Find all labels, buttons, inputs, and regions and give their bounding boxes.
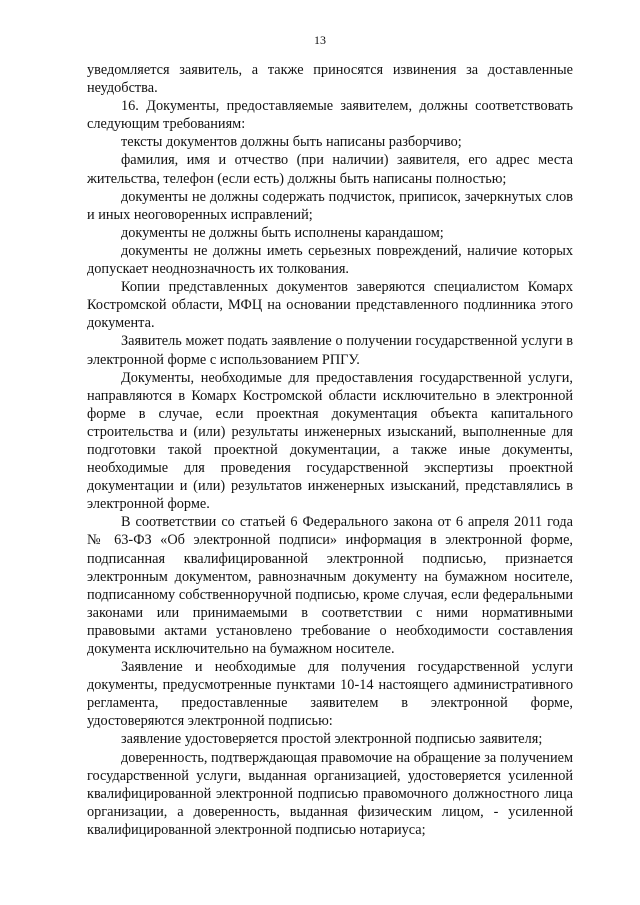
requirement-no-damage: документы не должны иметь серьезных повреждений, наличие которых допускает неоднозначность их толкования.	[87, 242, 573, 278]
paragraph-item-16: 16. Документы, предоставляемые заявителем, должны соответствовать следующим требованиям:	[87, 98, 573, 133]
requirement-legible-text: тексты документов должны быть написаны разборчиво;	[121, 134, 462, 151]
paragraph-signature-requirements: Заявление и необходимые для получения государственной услуги документы, предусмотренные пунктами 10-14 настоящего административного регламента, предоставленные заявителем в электронной форме, удостоверяются электронной подписью:	[87, 659, 573, 730]
requirement-no-erasures: документы не должны содержать подчисток, приписок, зачеркнутых слов и иных неоговоренных исправлений;	[87, 188, 573, 223]
signature-rule-power-of-attorney: доверенность, подтверждающая правомочие на обращение за получением государственной услуги, выданная организацией, удостоверяется усиленной квалифицированной электронной подписью правомочного должностного лица организации, а доверенность, выданная физическим лицом, - усиленной квалифицированной электронной подписью нотариуса;	[87, 749, 573, 838]
requirement-full-name: фамилия, имя и отчество (при наличии) заявителя, его адрес места жительства, телефон (если есть) должны быть написаны полностью;	[87, 152, 573, 187]
paragraph-continuation: уведомляется заявитель, а также приносятся извинения за доставленные неудобства.	[87, 62, 573, 97]
requirement-no-pencil: документы не должны быть исполнены карандашом;	[121, 224, 444, 241]
page-number: 13	[314, 33, 326, 47]
paragraph-electronic-application: Заявитель может подать заявление о получении государственной услуги в электронной форме с использованием РПГУ.	[87, 333, 573, 368]
document-body	[87, 61, 573, 839]
paragraph-electronic-signature-law: В соответствии со статьей 6 Федерального закона от 6 апреля 2011 года № 63-ФЗ «Об электронной подписи» информация в электронной форме, подписанная квалифицированной электронной подписью, признается электронным документом, равнозначным документу на бумажном носителе, подписанному собственноручной подписью, кроме случая, если федеральными законами или принимаемыми в соответствии с ними нормативными правовыми актами установлено требование о необходимости составления документа исключительно на бумажном носителе.	[87, 514, 573, 657]
signature-rule-application: заявление удостоверяется простой электронной подписью заявителя;	[121, 731, 543, 748]
paragraph-electronic-documents: Документы, необходимые для предоставления государственной услуги, направляются в Комарх Костромской области исключительно в электронной форме в случае, если проектная документация объекта капитального строительства и (или) результаты инженерных изысканий, выполненные для подготовки такой проектной документации, а также иные документы, необходимые для проведения государственной экспертизы проектной документации и (или) результатов инженерных изысканий, представлялись в электронной форме.	[87, 369, 573, 513]
paragraph-copies-certification: Копии представленных документов заверяются специалистом Комарх Костромской области, МФЦ на основании представленного подлинника этого документа.	[87, 279, 573, 332]
